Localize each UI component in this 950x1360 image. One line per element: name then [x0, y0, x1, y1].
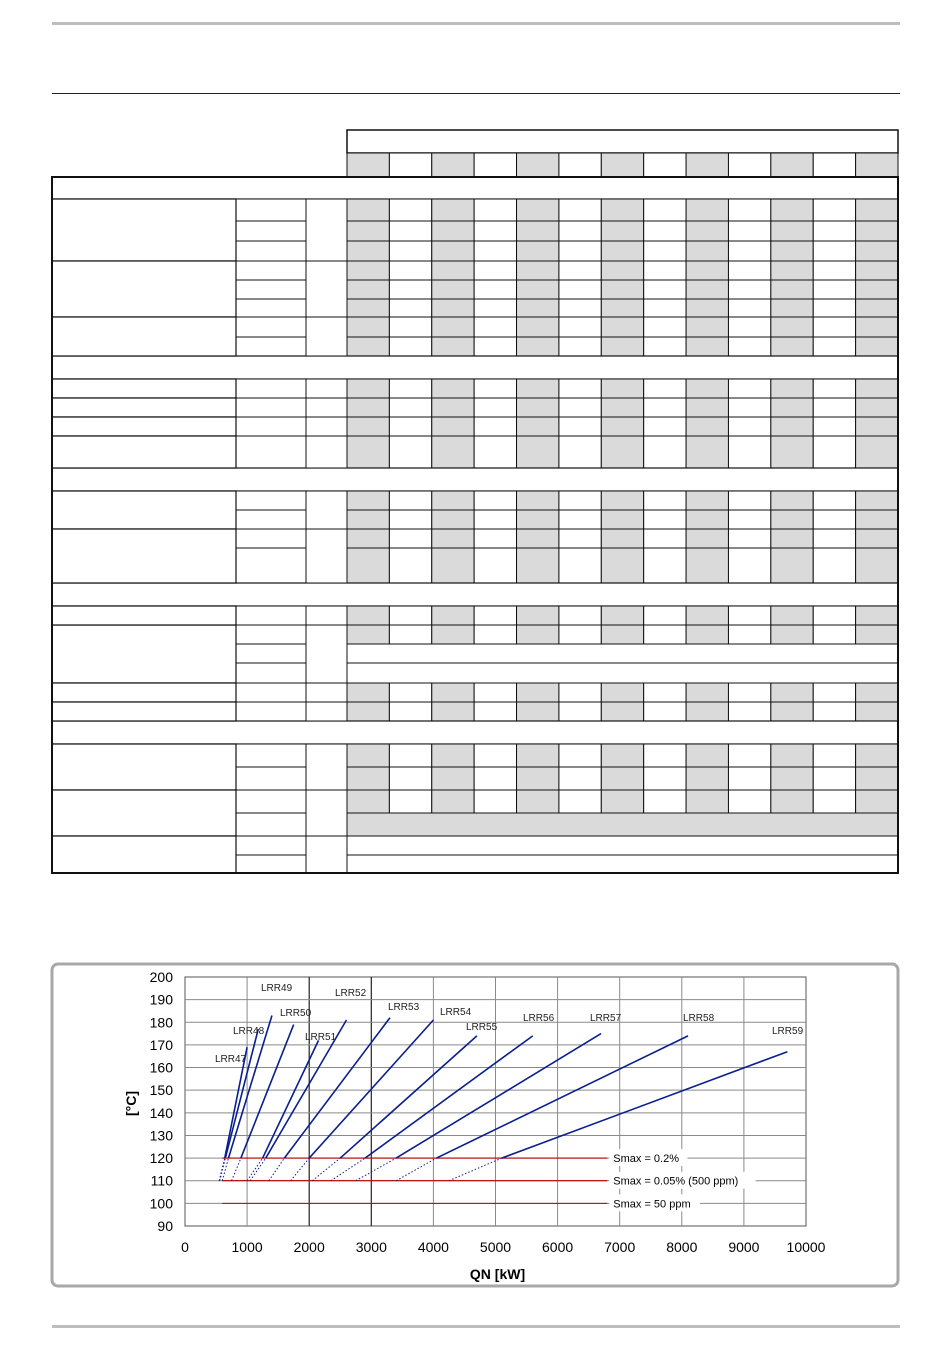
y-tick-label: 140 — [149, 1104, 173, 1121]
series-label: LRR52 — [335, 988, 367, 999]
series-label: LRR53 — [388, 1002, 420, 1013]
series-label: LRR54 — [440, 1007, 472, 1018]
x-tick-label: 3000 — [355, 1239, 387, 1255]
series-label: LRR59 — [772, 1026, 804, 1037]
series-label: LRR48 — [233, 1026, 265, 1037]
y-tick-label: 160 — [149, 1059, 173, 1076]
y-tick-label: 170 — [149, 1036, 173, 1053]
x-tick-label: 4000 — [417, 1239, 449, 1255]
series-label: LRR55 — [466, 1022, 498, 1033]
x-tick-label: 9000 — [728, 1239, 760, 1255]
y-tick-label: 200 — [149, 969, 173, 985]
x-tick-label: 1000 — [231, 1239, 263, 1255]
series-label: LRR56 — [523, 1013, 555, 1024]
y-tick-label: 90 — [157, 1218, 173, 1234]
series-label: LRR58 — [683, 1013, 715, 1024]
y-tick-label: 100 — [149, 1195, 173, 1212]
y-axis-title: [°C] — [123, 1090, 139, 1117]
x-tick-label: 10000 — [786, 1239, 826, 1255]
x-tick-label: 2000 — [293, 1239, 325, 1255]
x-tick-label: 8000 — [666, 1239, 698, 1255]
reference-label: Smax = 50 ppm — [613, 1198, 691, 1211]
reference-label: Smax = 0.2% — [613, 1153, 680, 1166]
y-tick-label: 130 — [149, 1127, 173, 1144]
series-label: LRR50 — [280, 1008, 312, 1019]
x-tick-label: 0 — [181, 1239, 189, 1255]
series-label: LRR51 — [305, 1032, 337, 1043]
series-label: LRR47 — [215, 1054, 247, 1065]
x-tick-label: 6000 — [542, 1239, 574, 1255]
x-axis-title: QN [kW] — [469, 1266, 526, 1282]
series-label: LRR49 — [261, 983, 293, 994]
x-tick-label: 5000 — [479, 1239, 512, 1255]
y-tick-label: 110 — [150, 1172, 173, 1189]
x-tick-label: 7000 — [604, 1239, 636, 1255]
y-tick-label: 150 — [149, 1082, 173, 1099]
reference-label: Smax = 0.05% (500 ppm) — [613, 1175, 739, 1188]
y-tick-label: 190 — [149, 991, 173, 1008]
series-label: LRR57 — [590, 1013, 622, 1024]
y-tick-label: 180 — [149, 1014, 173, 1031]
y-tick-label: 120 — [149, 1150, 173, 1167]
